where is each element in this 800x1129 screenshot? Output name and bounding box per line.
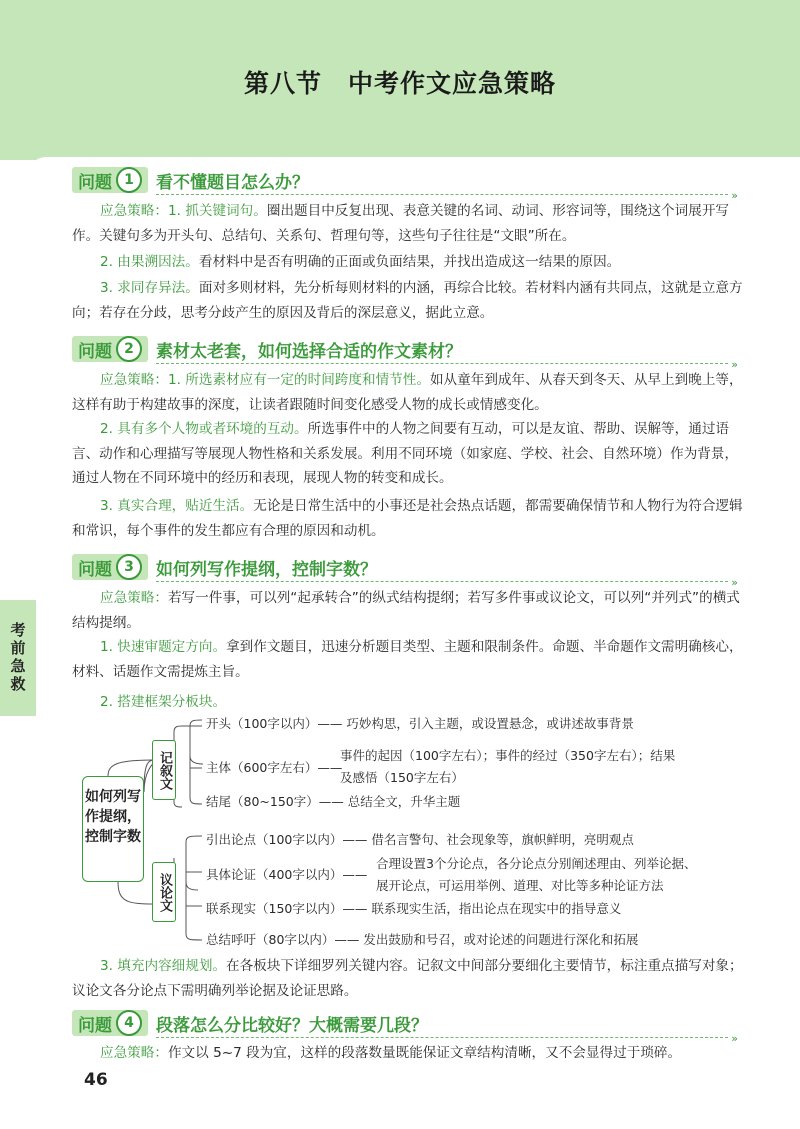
question-badge: 问题 2 bbox=[72, 336, 148, 362]
argument-item: 总结呼吁（80字以内）—— 发出鼓励和号召，或对论述的问题进行深化和拓展 bbox=[206, 932, 639, 947]
argument-item: 联系现实（150字以内）—— 联系现实生活，指出论点在现实中的指导意义 bbox=[206, 901, 622, 916]
question-3-header bbox=[72, 554, 738, 589]
q1-paragraph-3: 3. 求同存异法。面对多则材料，先分析每则材料的内涵，再综合比较。若材料内涵有共同点，这就是立意方向；若存在分歧，思考分歧产生的原因及背后的深层意义，据此立意。 bbox=[72, 280, 743, 321]
q4-paragraph-1: 应急策略：作文以 5~7 段为宜，这样的段落数量既能保证文章结构清晰，又不会显得过于琐碎。 bbox=[100, 1045, 682, 1061]
narrative-item-desc: 及感悟（150字左右） bbox=[340, 770, 464, 785]
double-chevron-icon: » bbox=[731, 358, 738, 371]
q3-paragraph-1: 应急策略：若写一件事，可以列“起承转合”的纵式结构提纲；若写多件事或议论文，可以列“并列式”的横式结构提纲。 bbox=[72, 590, 740, 631]
question-1-header bbox=[72, 167, 738, 202]
question-title: 素材太老套，如何选择合适的作文素材？ bbox=[156, 342, 462, 362]
q1-paragraph-1: 应急策略：1. 抓关键词句。圈出题目中反复出现、表意关键的名词、动词、形容词等，围绕这个词展开写作。关键句多为开头句、总结句、关系句、哲理句等，这些句子往往是“文眼”所在。 bbox=[72, 203, 730, 244]
q3-paragraph-2: 1. 快速审题定方向。拿到作文题目，迅速分析题目类型、主题和限制条件。命题、半命题作文需明确核心，材料、话题作文需提炼主旨。 bbox=[72, 639, 743, 680]
dashed-divider bbox=[156, 1037, 728, 1038]
narrative-item: 主体（600字左右）—— bbox=[206, 760, 343, 775]
narrative-item: 开头（100字以内）—— 巧妙构思，引入主题，或设置悬念，或讲述故事背景 bbox=[206, 716, 634, 731]
double-chevron-icon: » bbox=[731, 189, 738, 202]
question-number-circle: 3 bbox=[116, 554, 142, 580]
question-badge: 问题 3 bbox=[72, 554, 148, 580]
question-badge: 问题 1 bbox=[72, 167, 148, 193]
q3-paragraph-4: 3. 填充内容细规划。在各板块下详细罗列关键内容。记叙文中间部分要细化主要情节，标注重点描写对象；议论文各分论点下需明确列举论据及论证思路。 bbox=[72, 958, 743, 999]
question-title: 段落怎么分比较好？大概需要几段？ bbox=[156, 1016, 428, 1036]
outline-diagram bbox=[78, 712, 758, 958]
question-title: 如何列写作提纲，控制字数？ bbox=[156, 560, 377, 580]
question-number-circle: 1 bbox=[116, 167, 142, 193]
argument-item-desc: 合理设置3个分论点，各分论点分别阐述理由、列举论据、 bbox=[376, 856, 697, 871]
q2-paragraph-2: 2. 具有多个人物或者环境的互动。所选事件中的人物之间要有互动，可以是友谊、帮助、误解等，通过语言、动作和心理描写等展现人物性格和关系发展。利用不同环境（如家庭、学校、社会、自然环境）作为背景，通过人物在不同环境中的经历和表现，展现人物的转变和成长。 bbox=[72, 421, 739, 486]
page-title: 第八节 中考作文应急策略 bbox=[243, 69, 556, 98]
question-2-header bbox=[72, 336, 738, 371]
argument-item: 引出论点（100字以内）—— 借名言警句、社会现象等，旗帜鲜明，亮明观点 bbox=[206, 832, 634, 847]
narrative-label: 记叙文 bbox=[152, 740, 176, 800]
argument-item-desc: 展开论点，可运用举例、道理、对比等多种论证方法 bbox=[376, 878, 664, 893]
page-number: 46 bbox=[84, 1070, 108, 1090]
dashed-divider bbox=[156, 581, 728, 582]
narrative-item-desc: 事件的起因（100字左右）；事件的经过（350字左右）；结果 bbox=[340, 748, 676, 763]
q2-paragraph-1: 应急策略：1. 所选素材应有一定的时间跨度和情节性。如从童年到成年、从春天到冬天、从早上到晚上等，这样有助于构建故事的深度，让读者跟随时间变化感受人物的成长或情感变化。 bbox=[72, 372, 743, 413]
argument-item: 具体论证（400字以内）—— bbox=[206, 867, 368, 882]
question-badge: 问题 4 bbox=[72, 1010, 148, 1036]
question-number-circle: 2 bbox=[116, 336, 142, 362]
question-number-circle: 4 bbox=[116, 1010, 142, 1036]
dashed-divider bbox=[156, 194, 728, 195]
argument-label: 议论文 bbox=[152, 862, 176, 922]
double-chevron-icon: » bbox=[731, 1032, 738, 1045]
q2-paragraph-3: 3. 真实合理，贴近生活。无论是日常生活中的小事还是社会热点话题，都需要确保情节和人物行为符合逻辑和常识，每个事件的发生都应有合理的原因和动机。 bbox=[72, 498, 743, 539]
q1-paragraph-2: 2. 由果溯因法。看材料中是否有明确的正面或负面结果，并找出造成这一结果的原因。 bbox=[100, 254, 621, 270]
double-chevron-icon: » bbox=[731, 576, 738, 589]
question-4-header bbox=[72, 1010, 738, 1045]
q3-subheading-framework: 2. 搭建框架分板块。 bbox=[100, 694, 227, 710]
diagram-root-node: 如何列写作提纲，控制字数 bbox=[82, 776, 144, 882]
side-tab: 考前急救 bbox=[0, 600, 36, 716]
narrative-item: 结尾（80~150字）—— 总结全文，升华主题 bbox=[206, 794, 461, 809]
question-title: 看不懂题目怎么办？ bbox=[156, 173, 309, 193]
dashed-divider bbox=[156, 363, 728, 364]
